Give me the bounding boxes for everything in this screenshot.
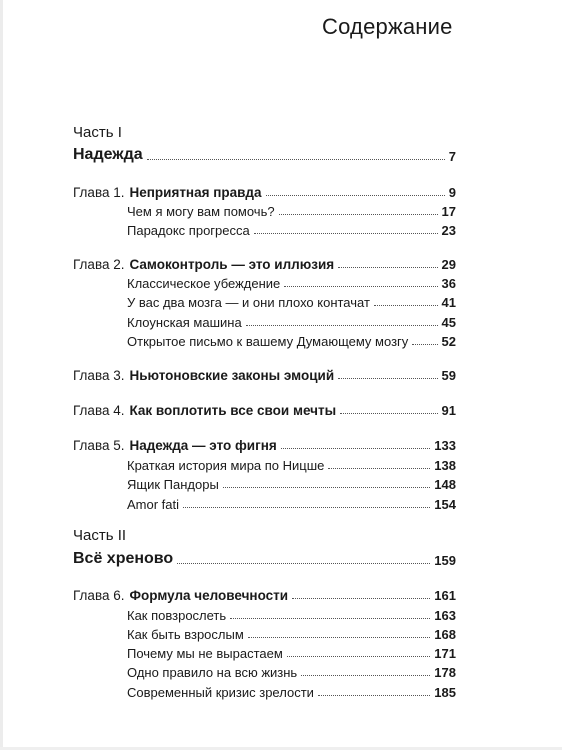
dot-leader — [292, 598, 430, 599]
page-number: 178 — [434, 665, 456, 680]
section-entry[interactable] — [127, 453, 456, 473]
section-title: Клоунская машина — [127, 315, 242, 330]
dot-leader — [254, 233, 438, 234]
section-title: Классическое убеждение — [127, 276, 281, 291]
page-number: 161 — [434, 588, 456, 603]
page-number: 36 — [441, 276, 456, 291]
chapter-title: Неприятная правда — [129, 185, 262, 200]
section-entry[interactable] — [127, 199, 456, 219]
chapter-title: Надежда — это фигня — [129, 438, 277, 453]
chapter-number: Глава 6. — [73, 588, 125, 603]
section-entry[interactable] — [127, 492, 456, 512]
page-number: 138 — [434, 458, 456, 473]
part-1-title: Надежда — [73, 146, 143, 163]
dot-leader — [338, 378, 437, 379]
page-number: 171 — [434, 646, 456, 661]
section-entry[interactable] — [127, 329, 456, 349]
section-entry[interactable] — [127, 271, 456, 291]
chapter-number: Глава 5. — [73, 438, 125, 453]
dot-leader — [230, 618, 430, 619]
page-number: 17 — [441, 204, 456, 219]
page-number: 9 — [448, 185, 456, 200]
dot-leader — [374, 305, 438, 306]
dot-leader — [338, 267, 437, 268]
section-entry[interactable] — [127, 641, 456, 661]
part-2-label: Часть II — [73, 527, 127, 544]
page-edge-left — [0, 0, 3, 750]
chapter-1-entry[interactable] — [73, 180, 456, 200]
page-number: 154 — [434, 497, 456, 512]
chapter-title: Самоконтроль — это иллюзия — [129, 257, 335, 272]
dot-leader — [177, 563, 430, 564]
dot-leader — [318, 695, 430, 696]
dot-leader — [284, 286, 437, 287]
chapter-2-entry[interactable] — [73, 252, 456, 272]
part-2-entry[interactable] — [73, 548, 456, 568]
dot-leader — [248, 637, 431, 638]
page-number: 168 — [434, 627, 456, 642]
section-title: Как быть взрослым — [127, 627, 244, 642]
section-entry[interactable] — [127, 603, 456, 623]
page-number: 148 — [434, 477, 456, 492]
page-number: 185 — [434, 685, 456, 700]
section-title: Как повзрослеть — [127, 608, 227, 623]
dot-leader — [301, 675, 430, 676]
chapter-number: Глава 3. — [73, 368, 125, 383]
page-number: 59 — [441, 368, 456, 383]
dot-leader — [183, 507, 430, 508]
page-number: 41 — [441, 295, 456, 310]
chapter-number: Глава 1. — [73, 185, 125, 200]
dot-leader — [287, 656, 430, 657]
section-title: Почему мы не вырастаем — [127, 646, 283, 661]
section-entry[interactable] — [127, 218, 456, 238]
dot-leader — [279, 214, 438, 215]
section-title: У вас два мозга — и они плохо контачат — [127, 295, 370, 310]
chapter-title: Как воплотить все свои мечты — [129, 403, 337, 418]
page-number: 45 — [441, 315, 456, 330]
section-entry[interactable] — [127, 622, 456, 642]
section-title: Открытое письмо к вашему Думающему мозгу — [127, 334, 409, 349]
dot-leader — [281, 448, 431, 449]
chapter-6-entry[interactable] — [73, 583, 456, 603]
section-title: Парадокс прогресса — [127, 223, 250, 238]
section-title: Чем я могу вам помочь? — [127, 204, 275, 219]
dot-leader — [147, 159, 445, 160]
section-title: Ящик Пандоры — [127, 477, 219, 492]
part-1-label: Часть I — [73, 124, 122, 141]
section-title: Amor fati — [127, 497, 180, 512]
page-number: 7 — [448, 149, 456, 164]
chapter-title: Формула человечности — [129, 588, 289, 603]
dot-leader — [246, 325, 438, 326]
toc-title: Содержание — [322, 14, 453, 39]
section-entry[interactable] — [127, 472, 456, 492]
dot-leader — [223, 487, 431, 488]
section-title: Одно правило на всю жизнь — [127, 665, 298, 680]
section-entry[interactable] — [127, 310, 456, 330]
page-number: 159 — [434, 553, 456, 568]
chapter-4-entry[interactable] — [73, 398, 456, 418]
chapter-title: Ньютоновские законы эмоций — [129, 368, 335, 383]
page-number: 163 — [434, 608, 456, 623]
part-1-entry[interactable] — [73, 144, 456, 164]
dot-leader — [328, 468, 430, 469]
dot-leader — [266, 195, 445, 196]
page-number: 133 — [434, 438, 456, 453]
page-number: 52 — [441, 334, 456, 349]
dot-leader — [340, 413, 437, 414]
chapter-number: Глава 4. — [73, 403, 125, 418]
section-entry[interactable] — [127, 680, 456, 700]
section-entry[interactable] — [127, 290, 456, 310]
dot-leader — [412, 344, 437, 345]
section-title: Краткая история мира по Ницше — [127, 458, 325, 473]
section-title: Современный кризис зрелости — [127, 685, 314, 700]
section-entry[interactable] — [127, 660, 456, 680]
part-2-title: Всё хреново — [73, 550, 174, 567]
chapter-5-entry[interactable] — [73, 433, 456, 453]
page-number: 23 — [441, 223, 456, 238]
chapter-number: Глава 2. — [73, 257, 125, 272]
chapter-3-entry[interactable] — [73, 363, 456, 383]
page-number: 29 — [441, 257, 456, 272]
page-number: 91 — [441, 403, 456, 418]
